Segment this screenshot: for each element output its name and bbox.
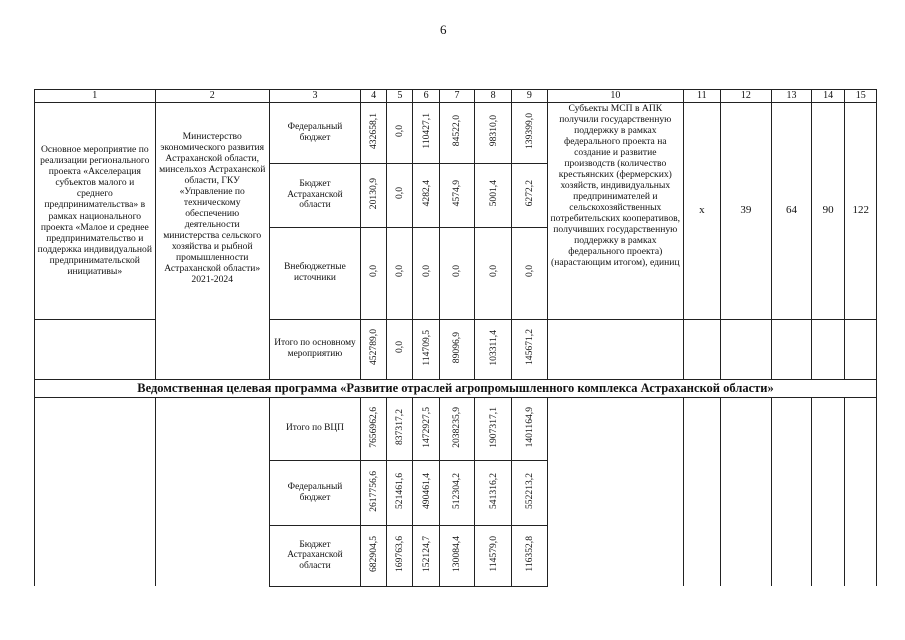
value-cell (512, 319, 548, 379)
table-row (35, 397, 877, 460)
value: 432658,1 (368, 112, 380, 149)
value-cell (361, 397, 387, 460)
value: 541316,2 (487, 472, 499, 509)
empty-cell (811, 397, 845, 586)
header-cell: 7 (439, 90, 475, 103)
budget-table (34, 89, 877, 587)
empty-cell (35, 319, 156, 379)
program-title-row (35, 379, 877, 397)
value-cell (475, 102, 512, 163)
value: 130084,4 (451, 535, 463, 572)
value-cell (512, 227, 548, 319)
header-cell: 2 (155, 90, 269, 103)
source-label: Федеральный бюджет (269, 460, 360, 525)
value: 116352,8 (523, 536, 535, 572)
value-cell (512, 102, 548, 163)
header-cell: 13 (772, 90, 812, 103)
value: 0,0 (368, 265, 380, 278)
value-cell (387, 163, 413, 227)
value: 5001,4 (487, 180, 499, 207)
value: 114709,5 (420, 329, 432, 366)
value: 0,0 (420, 265, 432, 278)
value: 0,0 (394, 187, 406, 200)
value: 521461,6 (394, 472, 406, 509)
value-cell (439, 397, 475, 460)
event-name: Основное мероприятие по реализации регионального проекта «Акселерация субъектов малого и среднего предпринимательства» в рамках национального проекта «Малое и среднее предпринимательство и поддержка индивидуальной предпринимательской инициативы» (35, 102, 156, 319)
value-cell (413, 319, 439, 379)
value: 1907317,1 (487, 406, 499, 448)
source-label: Внебюджетные источники (269, 227, 360, 319)
value-cell (387, 460, 413, 525)
value-cell (387, 227, 413, 319)
value-cell (475, 227, 512, 319)
indicator-col12: 39 (720, 102, 771, 319)
event-period: 2021-2024 (191, 273, 233, 285)
value-cell (475, 163, 512, 227)
value-cell (361, 319, 387, 379)
value-cell (361, 525, 387, 586)
empty-cell (683, 319, 720, 379)
value: 89096,9 (451, 331, 463, 364)
empty-cell (547, 319, 683, 379)
event-executor: Министерство экономического развития Астраханской области, минсельхоз Астраханской области, ГКУ «Управление по техническому обеспечению деятельности министерства сельского хозяйства и рыбной промышленности Астраханской области» (159, 130, 266, 274)
value: 0,0 (394, 124, 406, 137)
value-cell (475, 525, 512, 586)
value: 0,0 (451, 265, 463, 278)
header-cell: 12 (720, 90, 771, 103)
value: 7656962,6 (368, 406, 380, 448)
indicator-col15: 122 (845, 102, 877, 319)
value: 1472927,5 (420, 406, 432, 448)
value-cell (439, 102, 475, 163)
value-cell (475, 319, 512, 379)
value: 0,0 (487, 265, 499, 278)
value: 169763,6 (394, 535, 406, 572)
indicator-col13: 64 (772, 102, 812, 319)
value-cell (361, 163, 387, 227)
value: 110427,1 (420, 113, 432, 149)
indicator-col14: 90 (811, 102, 845, 319)
value: 512304,2 (451, 472, 463, 509)
value: 98310,0 (487, 115, 499, 147)
value: 145671,2 (523, 329, 535, 366)
value-cell (413, 460, 439, 525)
indicator-col11: х (683, 102, 720, 319)
value: 6272,2 (523, 180, 535, 207)
empty-cell (35, 397, 156, 586)
empty-cell (683, 397, 720, 586)
table-row (35, 102, 877, 163)
value-cell (475, 460, 512, 525)
value-cell (512, 163, 548, 227)
event-executor-cell (155, 102, 269, 379)
value: 4574,9 (451, 180, 463, 207)
value-cell (413, 102, 439, 163)
empty-cell (772, 319, 812, 379)
value: 682904,5 (368, 535, 380, 572)
value: 552213,2 (523, 472, 535, 509)
value-cell (475, 397, 512, 460)
value: 152124,7 (420, 535, 432, 572)
value-cell (413, 525, 439, 586)
value: 2038235,9 (451, 406, 463, 448)
value: 114579,0 (487, 536, 499, 572)
header-cell: 14 (811, 90, 845, 103)
value-cell (512, 397, 548, 460)
header-cell: 1 (35, 90, 156, 103)
value: 20130,9 (368, 177, 380, 210)
value: 490461,4 (420, 472, 432, 509)
source-label: Итого по основному мероприятию (269, 319, 360, 379)
program-title: Ведомственная целевая программа «Развитие отраслей агропромышленного комплекса Астраханской области» (35, 379, 877, 397)
header-cell: 4 (361, 90, 387, 103)
header-cell: 15 (845, 90, 877, 103)
empty-cell (720, 319, 771, 379)
value-cell (361, 227, 387, 319)
header-cell: 5 (387, 90, 413, 103)
empty-cell (547, 397, 683, 586)
value-cell (387, 319, 413, 379)
source-label: Бюджет Астраханской области (269, 163, 360, 227)
value-cell (387, 397, 413, 460)
indicator-text: Субъекты МСП в АПК получили государственную поддержку в рамках федерального проекта на создание и развитие производств (количество крестьянских (фермерских) хозяйств, индивидуальных предпринимателей и сельскохозяйственных потребительских кооперативов, получивших государственную поддержку в рамках федерального проекта) (нарастающим итогом), единиц (547, 102, 683, 319)
value-cell (512, 460, 548, 525)
empty-cell (811, 319, 845, 379)
header-cell: 3 (269, 90, 360, 103)
header-cell: 8 (475, 90, 512, 103)
empty-cell (155, 397, 269, 586)
value-cell (439, 319, 475, 379)
value: 103311,4 (487, 329, 499, 366)
value: 4282,4 (420, 180, 432, 207)
empty-cell (772, 397, 812, 586)
value-cell (387, 525, 413, 586)
value: 0,0 (394, 341, 406, 354)
value-cell (361, 460, 387, 525)
value: 837317,2 (394, 408, 406, 445)
value-cell (361, 102, 387, 163)
value-cell (413, 163, 439, 227)
value: 139399,0 (523, 112, 535, 149)
value: 0,0 (394, 265, 406, 278)
value-cell (413, 397, 439, 460)
value-cell (439, 163, 475, 227)
value: 84522,0 (451, 115, 463, 147)
value-cell (512, 525, 548, 586)
value-cell (439, 227, 475, 319)
value: 452789,0 (368, 329, 380, 366)
value-cell (387, 102, 413, 163)
header-cell: 9 (512, 90, 548, 103)
header-cell: 6 (413, 90, 439, 103)
source-label: Бюджет Астраханской области (269, 525, 360, 586)
value: 1401164,9 (523, 406, 535, 448)
empty-cell (845, 319, 877, 379)
value-cell (439, 460, 475, 525)
page-number: 6 (440, 22, 447, 37)
value: 0,0 (523, 265, 535, 278)
empty-cell (720, 397, 771, 586)
empty-cell (845, 397, 877, 586)
source-label: Итого по ВЦП (269, 397, 360, 460)
value: 2617756,6 (368, 470, 380, 512)
value-cell (413, 227, 439, 319)
header-cell: 10 (547, 90, 683, 103)
value-cell (439, 525, 475, 586)
source-label: Федеральный бюджет (269, 102, 360, 163)
header-row (35, 90, 877, 103)
header-cell: 11 (683, 90, 720, 103)
